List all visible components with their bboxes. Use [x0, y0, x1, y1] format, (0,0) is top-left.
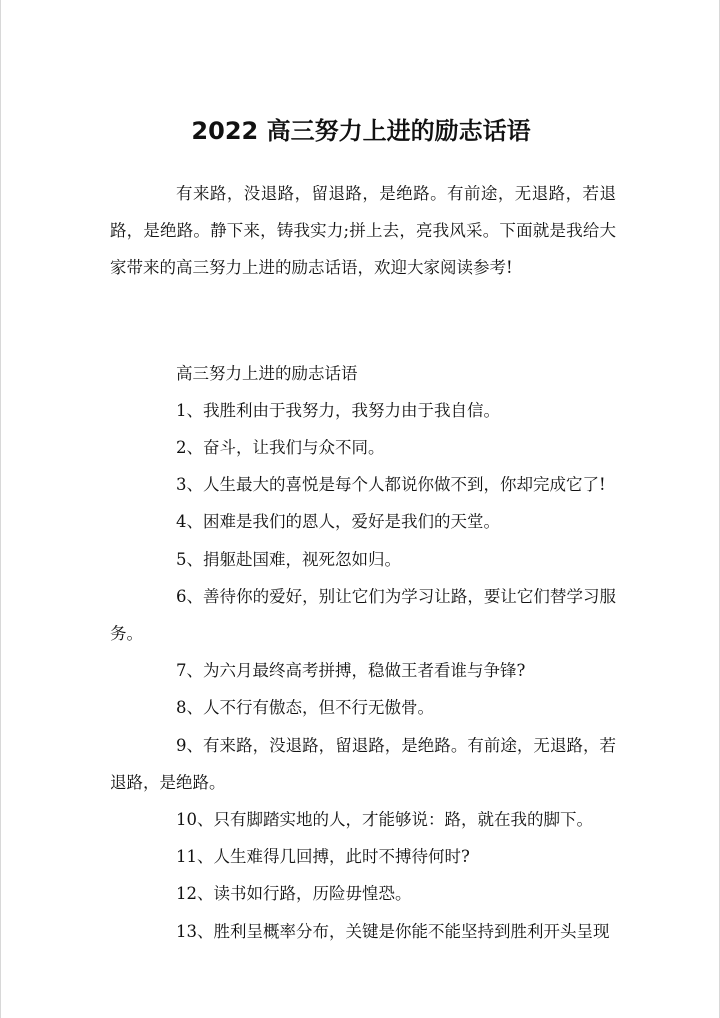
list-item: 6、善待你的爱好，别让它们为学习让路，要让它们替学习服务。 [110, 586, 616, 644]
list-item: 1、我胜利由于我努力，我努力由于我自信。 [176, 400, 500, 420]
paragraph-gap [110, 287, 616, 355]
quote-list [110, 392, 616, 950]
list-item: 4、困难是我们的恩人，爱好是我们的天堂。 [176, 512, 500, 532]
list-item: 5、捐躯赴国难，视死忽如归。 [176, 549, 401, 569]
list-item: 8、人不行有傲态，但不行无傲骨。 [176, 698, 434, 718]
list-item: 9、有来路，没退路，留退路，是绝路。有前途，无退路，若退路，是绝路。 [110, 735, 616, 792]
list-item: 10、只有脚踏实地的人，才能够说：路，就在我的脚下。 [176, 810, 593, 830]
list-item: 2、奋斗，让我们与众不同。 [176, 438, 385, 458]
section-heading: 高三努力上进的励志话语 [176, 363, 358, 383]
list-item: 3、人生最大的喜悦是每个人都说你做不到，你却完成它了! [176, 475, 606, 495]
list-item: 13、胜利呈概率分布，关键是你能不能坚持到胜利开头呈现 [176, 921, 610, 941]
list-item: 12、读书如行路，历险毋惶恐。 [176, 884, 412, 904]
list-item: 7、为六月最终高考拼搏，稳做王者看谁与争锋? [176, 661, 526, 681]
document-title: 2022 高三努力上进的励志话语 [191, 117, 531, 145]
document-body [110, 175, 616, 950]
list-item: 11、人生难得几回搏，此时不搏待何时? [176, 847, 470, 867]
intro-paragraph: 有来路，没退路，留退路，是绝路。有前途，无退路，若退路，是绝路。静下来，铸我实力;拼上去，亮我风采。下面就是我给大家带来的高三努力上进的励志话语，欢迎大家阅读参考! [110, 184, 616, 278]
